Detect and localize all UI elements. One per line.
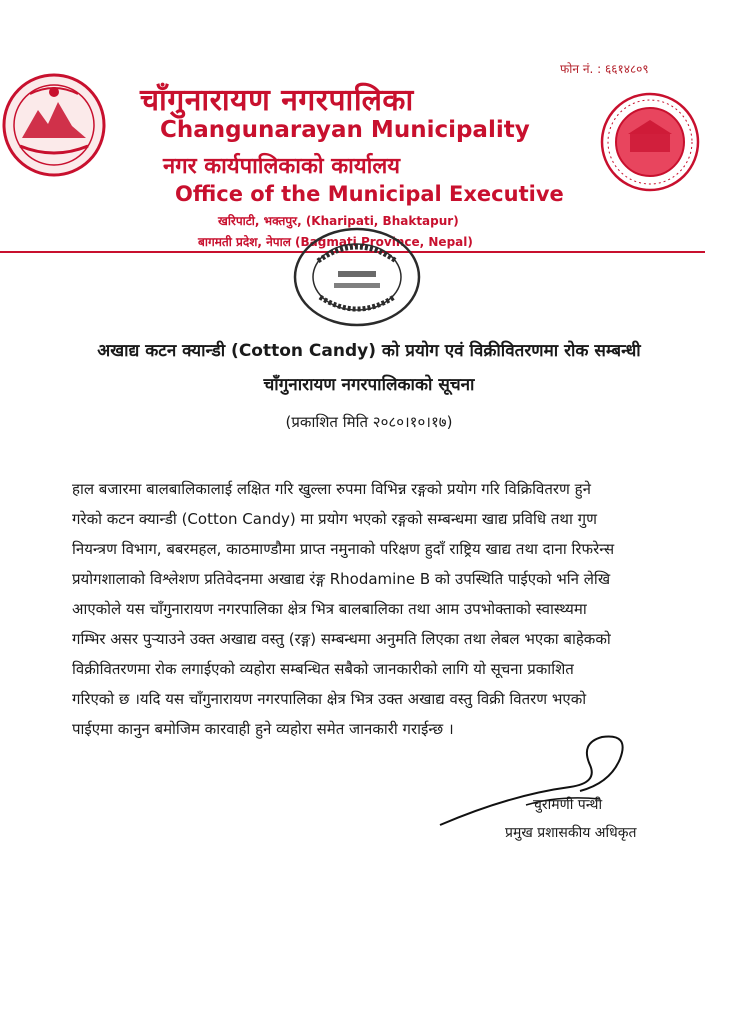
office-seal-icon [598, 90, 702, 194]
body-line: गरिएको छ ।यदि यस चाँगुनारायण नगरपालिका क्षेत्र भित्र उक्त अखाद्य वस्तु विक्री वितरण भएको [72, 690, 587, 708]
address-line-1: खरिपाटी, भक्तपुर, (Kharipati, Bhaktapur) [218, 214, 459, 228]
signatory-name: चुरामणी पन्थी [533, 797, 603, 813]
office-name-en: Office of the Municipal Executive [175, 182, 564, 206]
body-line: आएकोले यस चाँगुनारायण नगरपालिका क्षेत्र भित्र बालबालिका तथा आम उपभोक्ताको स्वास्थ्यमा [72, 600, 587, 618]
municipality-name-en: Changunarayan Municipality [160, 117, 530, 143]
office-stamp-icon [290, 225, 425, 330]
body-line: विक्रीवितरणमा रोक लगाईएको व्यहोरा सम्बन्धित सबैको जानकारीको लागि यो सूचना प्रकाशित [72, 660, 574, 678]
municipality-name-np: चाँगुनारायण नगरपालिका [140, 83, 414, 118]
municipality-emblem-icon [0, 68, 108, 183]
body-line: गरेको कटन क्यान्डी (Cotton Candy) मा प्रयोग भएको रङ्गको सम्बन्धमा खाद्य प्रविधि तथा गुण [72, 510, 597, 528]
signature-icon [430, 725, 650, 835]
notice-title-line-2: चाँगुनारायण नगरपालिकाको सूचना [263, 375, 475, 395]
office-name-np: नगर कार्यपालिकाको कार्यालय [163, 154, 400, 179]
body-line: गम्भिर असर पुऱ्याउने उक्त अखाद्य वस्तु (रङ्ग) सम्बन्धमा अनुमति लिएका तथा लेबल भएका बाहेकको [72, 630, 611, 648]
address-line-2: बागमती प्रदेश, नेपाल (Bagmati Province, Nepal) [198, 235, 473, 249]
notice-title-line-1: अखाद्य कटन क्यान्डी (Cotton Candy) को प्रयोग एवं विक्रीवितरणमा रोक सम्बन्धी [97, 341, 641, 361]
signatory-title: प्रमुख प्रशासकीय अधिकृत [505, 825, 637, 841]
body-line: हाल बजारमा बालबालिकालाई लक्षित गरि खुल्ला रुपमा विभिन्न रङ्गको प्रयोग गरि विक्रिवितरण हुने [72, 480, 591, 498]
body-line: प्रयोगशालाको विश्लेशण प्रतिवेदनमा अखाद्य रंङ्ग Rhodamine B को उपस्थिति पाईएको भनि लेखि [72, 570, 611, 588]
body-line: नियन्त्रण विभाग, बबरमहल, काठमाण्डौमा प्राप्त नमुनाको परिक्षण हुदाँ राष्ट्रिय खाद्य तथा दाना रिफरेन्स [72, 540, 615, 558]
published-date: (प्रकाशित मिति २०८०।१०।१७) [285, 413, 453, 431]
body-line: पाईएमा कानुन बमोजिम कारवाही हुने व्यहोरा समेत जानकारी गराईन्छ । [72, 720, 454, 738]
phone-number: फोन नं. : ६६१४८०९ [560, 62, 649, 76]
